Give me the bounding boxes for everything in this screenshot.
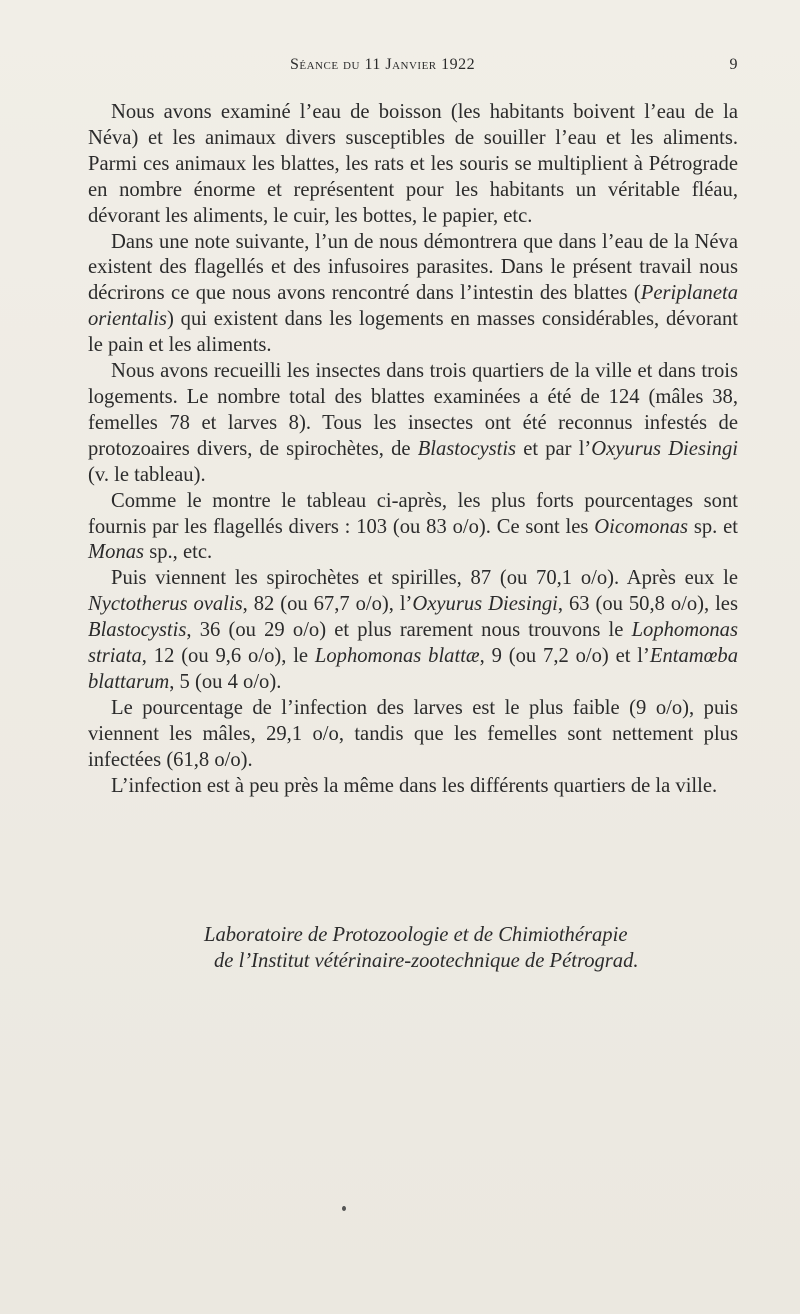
text-run: Dans une note suivante, l’un de nous démontrera que dans l’eau de la Néva existent des flagellés et des infusoires parasites. Dans le présent travail nous décrirons ce que nous avons rencontré dans l’intestin des blattes ( bbox=[88, 230, 738, 305]
italic-term: Entamœba blattarum bbox=[88, 645, 738, 693]
paragraph-4 bbox=[88, 489, 738, 567]
text-run: (v. le tableau). bbox=[88, 463, 206, 486]
italic-term: Monas bbox=[88, 541, 145, 564]
italic-term: Oxyurus Diesingi bbox=[412, 593, 558, 616]
text-run: Nous avons recueilli les insectes dans trois quartiers de la ville et dans trois logements. Le nombre total des blattes examinées a été de 124 (mâles 38, femelles 78 et larves 8). Tous les insectes ont été reconnus infestés de protozoaires divers, de spirochètes, de bbox=[88, 360, 738, 460]
text-run: ) qui existent dans les logements en masses considérables, dévorant le pain et les aliments. bbox=[88, 308, 738, 357]
italic-term: Oxyurus Diesingi bbox=[591, 437, 738, 460]
italic-term: Blastocystis bbox=[417, 437, 517, 460]
paragraph-6 bbox=[88, 696, 738, 774]
text-run: , 36 (ou 29 o/o) et plus rarement nous trouvons le bbox=[186, 619, 632, 642]
italic-term: Blastocystis bbox=[88, 619, 187, 642]
italic-term: Lophomonas blattæ bbox=[314, 645, 480, 668]
text-run: et par l’ bbox=[516, 437, 592, 460]
body-text bbox=[88, 100, 738, 799]
page-number: 9 bbox=[729, 56, 738, 73]
italic-term: Nyctotherus ovalis bbox=[88, 593, 243, 616]
running-header bbox=[88, 56, 738, 80]
text-run: L’infection est à peu près la même dans les différents quartiers de la ville. bbox=[111, 774, 718, 797]
text-run: , 82 (ou 67,7 o/o), l’ bbox=[242, 593, 413, 616]
signature-line-2: de l’Institut vétérinaire-zootechnique de Pétrograd. bbox=[214, 950, 639, 972]
text-run: , 12 (ou 9,6 o/o), le bbox=[141, 645, 315, 668]
italic-term: Periplaneta orientalis bbox=[88, 282, 738, 331]
text-run: Nous avons examiné l’eau de boisson (les habitants boivent l’eau de la Néva) et les animaux divers susceptibles de souiller l’eau et les aliments. Parmi ces animaux les blattes, les rats et les souris se multiplient à Pétrograde en nombre énorme et représentent pour les habitants un véritable fléau, dévorant les aliments, le cuir, les bottes, le papier, etc. bbox=[88, 101, 738, 227]
paragraph-5 bbox=[88, 566, 738, 696]
text-run: Le pourcentage de l’infection des larves est le plus faible (9 o/o), puis viennent les mâles, 29,1 o/o, tandis que les femelles sont nettement plus infectées (61,8 o/o). bbox=[88, 696, 738, 771]
text-run: sp., etc. bbox=[144, 541, 213, 564]
paragraph-7 bbox=[88, 774, 738, 800]
ink-speck bbox=[342, 1206, 346, 1211]
paragraph-1 bbox=[88, 100, 738, 230]
signature-line-1: Laboratoire de Protozoologie et de Chimiothérapie bbox=[204, 924, 628, 946]
signature-block bbox=[88, 922, 738, 974]
paragraph-2 bbox=[88, 230, 738, 360]
paragraph-3 bbox=[88, 359, 738, 489]
text-run: , 9 (ou 7,2 o/o) et l’ bbox=[479, 645, 650, 668]
italic-term: Oicomonas bbox=[594, 515, 689, 538]
text-run: , 5 (ou 4 o/o). bbox=[169, 670, 282, 693]
text-run: sp. et bbox=[688, 515, 738, 538]
text-run: Comme le montre le tableau ci-après, les plus forts pourcentages sont fournis par les flagellés divers : 103 (ou 83 o/o). Ce sont les bbox=[88, 489, 738, 538]
italic-term: Lophomonas striata bbox=[88, 619, 738, 668]
text-run: , 63 (ou 50,8 o/o), les bbox=[557, 593, 738, 616]
header-title: Séance du 11 Janvier 1922 bbox=[290, 56, 476, 73]
text-run: Puis viennent les spirochètes et spirilles, 87 (ou 70,1 o/o). Après eux le bbox=[111, 567, 738, 590]
